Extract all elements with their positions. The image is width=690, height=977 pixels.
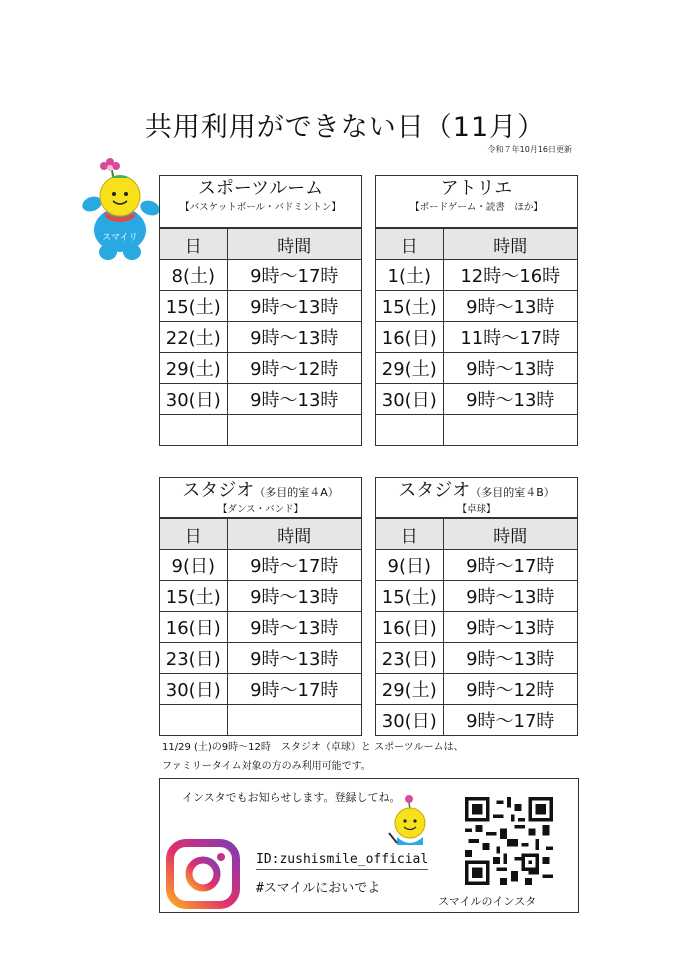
panel-name: スポーツルーム [197, 178, 324, 199]
table-row: 9(日) 9時〜17時 [376, 550, 577, 581]
panel-studio-4b [375, 477, 578, 736]
table-row: 29(土) 9時〜12時 [160, 353, 361, 384]
table-row: 15(土) 9時〜13時 [376, 291, 577, 322]
table-row: 1(土) 12時〜16時 [376, 260, 577, 291]
panel-atelier [375, 175, 578, 446]
table-row: 8(土) 9時〜17時 [160, 260, 361, 291]
day-header: 日 [160, 229, 227, 260]
panel-name: スタジオ（多目的室４B） [398, 480, 555, 501]
table-row: 22(土) 9時〜13時 [160, 322, 361, 353]
promo-message: インスタでもお知らせします。登録してね。 [182, 791, 401, 804]
time-header: 時間 [443, 519, 577, 550]
panel-studio-4a [159, 477, 362, 736]
table-row: 23(日) 9時〜13時 [160, 643, 361, 674]
family-time-note: 11/29 (土)の9時〜12時 スタジオ（卓球）と スポーツルームは、 ファミリータイム対象の方のみ利用可能です。 [162, 742, 464, 772]
instagram-icon[interactable] [164, 839, 242, 909]
schedule-table [160, 228, 361, 445]
table-row [160, 415, 361, 446]
schedule-table [160, 518, 361, 735]
mascot-mini-image [385, 793, 435, 851]
panel-sports-room [159, 175, 362, 446]
mascot-smiley-image [80, 156, 162, 264]
time-header: 時間 [443, 229, 577, 260]
instagram-caption: スマイルのインスタ [438, 895, 537, 908]
table-row: 15(土) 9時〜13時 [376, 581, 577, 612]
schedule-table [376, 518, 577, 735]
panel-subtitle: 【ダンス・バンド】 [217, 504, 304, 515]
table-row: 16(日) 11時〜17時 [376, 322, 577, 353]
table-row: 30(日) 9時〜17時 [160, 674, 361, 705]
mascot-label: スマイリ [102, 233, 138, 243]
updated-date: 令和７年10月16日更新 [487, 145, 572, 154]
table-row [376, 415, 577, 446]
table-row: 16(日) 9時〜13時 [160, 612, 361, 643]
panel-subtitle: 【バスケットボール・バドミントン】 [180, 202, 341, 213]
table-row: 15(土) 9時〜13時 [160, 581, 361, 612]
table-row: 9(日) 9時〜17時 [160, 550, 361, 581]
panel-subtitle: 【卓球】 [457, 504, 496, 515]
qr-code-image[interactable] [465, 797, 553, 885]
table-row: 29(土) 9時〜12時 [376, 674, 577, 705]
time-header: 時間 [227, 229, 361, 260]
hashtag: #スマイルにおいでよ [256, 881, 381, 896]
panel-name: スタジオ（多目的室４A） [182, 480, 339, 501]
schedule-table [376, 228, 577, 445]
panel-name: アトリエ [440, 178, 513, 199]
page-title: 共用利用ができない日（11月） [144, 112, 546, 143]
instagram-promo [159, 778, 579, 913]
day-header: 日 [160, 519, 227, 550]
table-row: 30(日) 9時〜17時 [376, 705, 577, 736]
instagram-id[interactable]: ID:zushismile_official [256, 852, 428, 870]
table-row [160, 705, 361, 736]
time-header: 時間 [227, 519, 361, 550]
table-row: 15(土) 9時〜13時 [160, 291, 361, 322]
day-header: 日 [376, 229, 443, 260]
table-row: 29(土) 9時〜13時 [376, 353, 577, 384]
table-row: 23(日) 9時〜13時 [376, 643, 577, 674]
table-row: 16(日) 9時〜13時 [376, 612, 577, 643]
table-row: 30(日) 9時〜13時 [160, 384, 361, 415]
table-row: 30(日) 9時〜13時 [376, 384, 577, 415]
panel-subtitle: 【ボードゲーム・読書 ほか】 [410, 202, 543, 213]
day-header: 日 [376, 519, 443, 550]
